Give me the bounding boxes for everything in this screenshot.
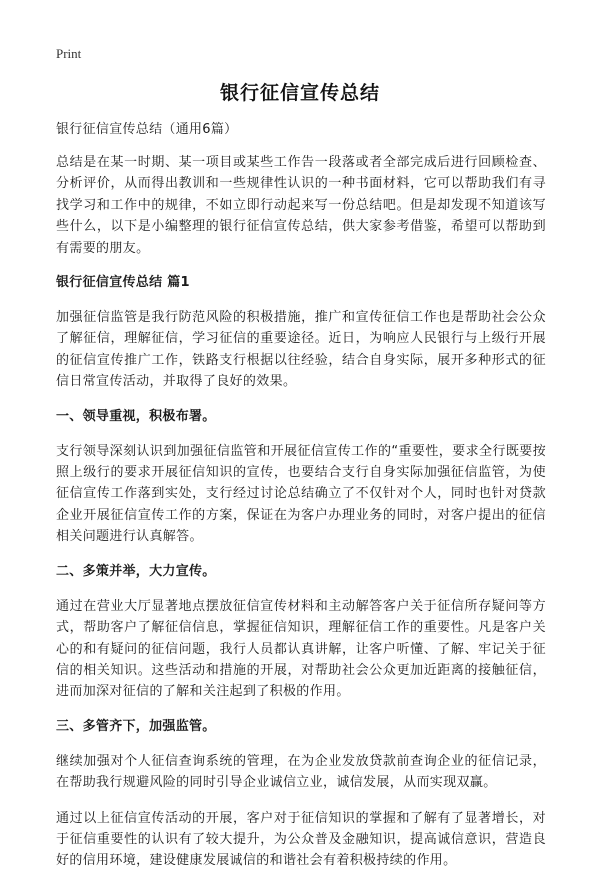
intro-paragraph: 总结是在某一时期、某一项目或某些工作告一段落或者全部完成后进行回顾检查、分析评价，从而得出教训和一些规律性认识的一种书面材料，它可以帮助我们有寻找学习和工作中的规律，不如立即行动起来写一份总结吧。但是却发现不知道该写些什么，以下是小编整理的银行征信宣传总结，供大家参考借鉴，希望可以帮助到有需要的朋友。 <box>56 155 546 256</box>
document-body <box>56 120 546 886</box>
heading-leadership: 一、领导重视，积极布署。 <box>56 408 216 424</box>
document-subtitle: 银行征信宣传总结（通用6篇） <box>56 122 238 137</box>
paragraph-leadership: 支行领导深刻认识到加强征信监管和开展征信宣传工作的“重要性，要求全行既要按照上级行的要求开展征信知识的宣传，也要结合支行自身实际加强征信监管，为使征信宣传工作落到实处，支行经过讨论总结确立了不仅针对个人，同时也针对贷款企业开展征信宣传工作的方案，保证在为客户办理业务的同时，对客户提出的征信相关问题进行认真解答。 <box>56 443 546 545</box>
page-title: 银行征信宣传总结 <box>219 82 380 104</box>
paragraph-supervision: 继续加强对个人征信查询系统的管理，在为企业发放贷款前查询企业的征信记录，在帮助我行规避风险的同时引导企业诚信立业，诚信发展，从而实现双赢。 <box>56 753 546 791</box>
heading-publicity: 二、多策并举，大力宣传。 <box>56 563 216 579</box>
paragraph-publicity: 通过在营业大厅显著地点摆放征信宣传材料和主动解答客户关于征信所存疑问等方式，帮助客户了解征信信息，掌握征信知识，理解征信工作的重要性。凡是客户关心的和有疑问的征信问题，我行人员都认真讲解，让客户听懂、了解、牢记关于征信的相关知识。这些活动和措施的开展，对帮助社会公众更加近距离的接触征信，进而加深对征信的了解和关注起到了积极的作用。 <box>56 598 546 700</box>
section-intro-paragraph: 加强征信监管是我行防范风险的积极措施，推广和宣传征信工作也是帮助社会公众了解征信，理解征信，学习征信的重要途径。近日，为响应人民银行与上级行开展的征信宣传推广工作，铁路支行根据以往经验，结合自身实际，展开多种形式的征信日常宣传活动，并取得了良好的效果。 <box>56 310 546 390</box>
heading-supervision: 三、多管齐下，加强监管。 <box>56 718 216 734</box>
print-link[interactable]: Print <box>56 46 82 61</box>
section-title: 银行征信宣传总结 篇1 <box>56 275 190 291</box>
paragraph-conclusion: 通过以上征信宣传活动的开展，客户对于征信知识的掌握和了解有了显著增长，对于征信重要性的认识有了较大提升，为公众普及金融知识，提高诚信意识，营造良好的信用环境，建设健康发展诚信的和谐社会有着积极持续的作用。 <box>56 810 546 869</box>
